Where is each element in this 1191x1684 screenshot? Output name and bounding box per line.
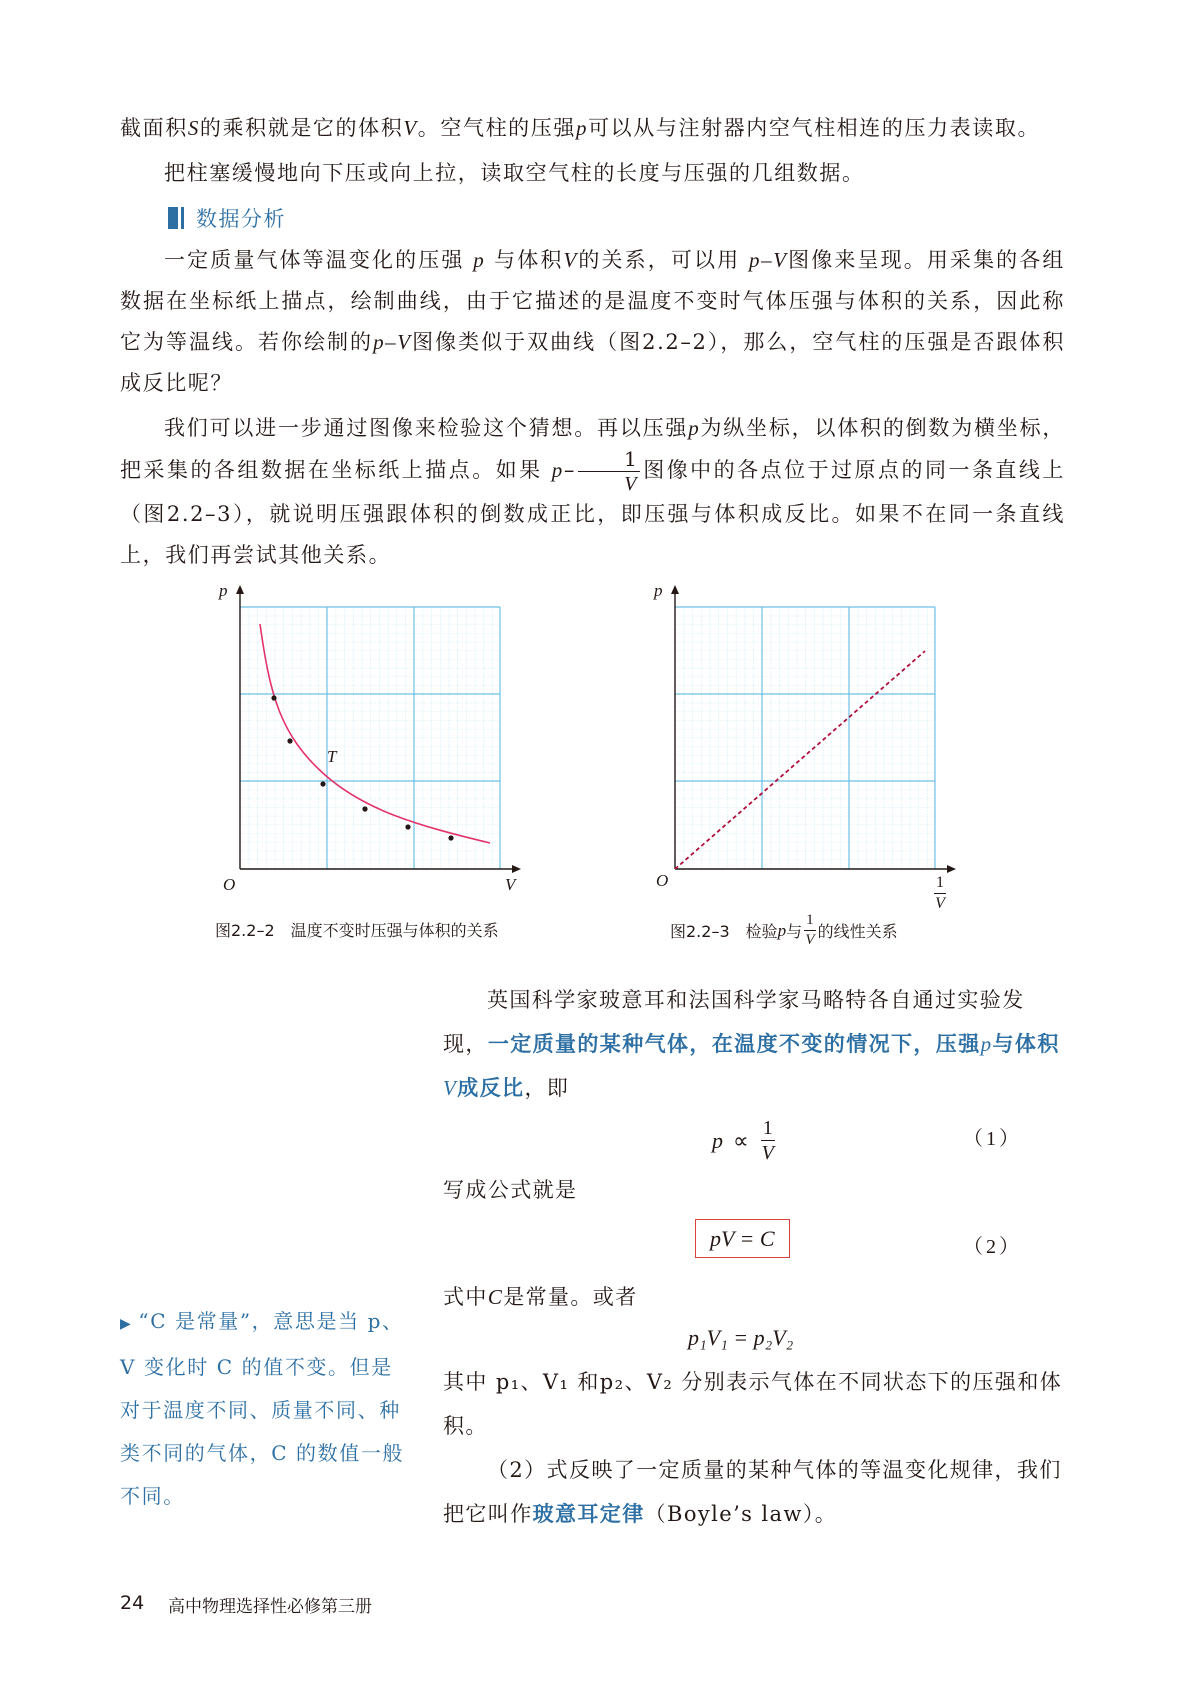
paragraph-formula-intro — [443, 1168, 1065, 1212]
equation-1 — [712, 1118, 777, 1163]
equation-number: （2） — [963, 1236, 1022, 1258]
symbol-v: V — [563, 248, 578, 272]
text: 是常量。或者 — [503, 1285, 638, 1309]
text: 的乘积就是它的体积 — [199, 116, 404, 140]
dash: – — [563, 458, 577, 482]
pv-graph — [215, 585, 545, 915]
data-point — [287, 738, 292, 743]
origin-label: O — [223, 875, 236, 894]
symbol-p: p — [712, 1127, 723, 1153]
data-point — [362, 806, 367, 811]
text: 为纵坐标，以体积的倒数为横坐标，把采集的各组数据在坐标纸上描点。如果 — [120, 416, 1065, 482]
book-title: 高中物理选择性必修第三册 — [168, 1597, 372, 1617]
symbol-p: p — [688, 416, 701, 440]
x-axis-label-fraction — [934, 875, 946, 912]
figure2-caption — [670, 913, 898, 948]
figure-p-inverse-v — [650, 581, 970, 915]
paragraph-boyle-intro — [443, 978, 1065, 1110]
text: 我们可以进一步通过图像来检验这个猜想。再以压强 — [164, 416, 689, 440]
symbol-c: C — [487, 1285, 504, 1309]
equation-3: p₁V₁ = p₂V₂ — [688, 1325, 794, 1350]
text: 的关系，可以用 — [577, 248, 750, 272]
text: 一定质量气体等温变化的压强 — [164, 248, 474, 272]
fraction-numerator: 1 — [934, 875, 946, 894]
text: 图2.2–3 检验 — [670, 922, 778, 941]
y-axis-label: p — [654, 581, 663, 600]
text: 与 — [786, 922, 803, 941]
fraction-1-over-v — [761, 1118, 775, 1163]
text: 截面积 — [120, 116, 188, 140]
paragraph-intro — [120, 108, 1065, 149]
text: 的线性关系 — [817, 922, 898, 941]
text: 图像类似于双曲线（图2.2–2），那么，空气柱的压强是否跟体积成反比呢？ — [120, 330, 1065, 395]
text: 与体积 — [485, 248, 564, 272]
symbol-p: p — [980, 1032, 993, 1056]
text: 。空气柱的压强 — [417, 116, 576, 140]
symbol-v: V — [443, 1076, 458, 1100]
text: （2）式反映了一定质量的某种气体的等温变化规律，我们把它叫作 — [443, 1458, 1062, 1526]
section-heading — [168, 203, 286, 233]
symbol-p: p — [575, 116, 589, 140]
y-axis-label: p — [219, 581, 228, 600]
text: 图像来呈现。用采集的各组数据在坐标纸上描点，绘制曲线，由于它描述的是温度不变时气体压强与体积的关系，因此称它为等温线。若你绘制的 — [120, 248, 1065, 354]
figure1-caption: 图2.2–2 温度不变时压强与体积的关系 — [215, 921, 499, 940]
fraction-numerator: 1 — [578, 449, 640, 472]
paragraph-boyle-law — [443, 1448, 1065, 1536]
curve-label: T — [327, 747, 337, 766]
paragraph-procedure — [120, 153, 1065, 194]
heading-bar-icon — [181, 207, 184, 229]
symbol-p: p — [551, 458, 564, 482]
symbol-pv: p–V — [749, 248, 788, 272]
symbol-v: V — [403, 116, 418, 140]
section-title: 数据分析 — [196, 207, 286, 231]
paragraph-hypothesis — [120, 408, 1065, 576]
proportional-symbol: ∝ — [733, 1127, 749, 1153]
fraction-denominator: V — [935, 895, 945, 912]
symbol-p: p — [777, 920, 787, 940]
symbol-pv: p–V — [373, 330, 412, 354]
fraction-denominator: V — [761, 1142, 774, 1164]
fraction-1-over-v — [804, 913, 816, 948]
data-point — [271, 695, 276, 700]
minor-grid — [675, 607, 935, 869]
law-name: 玻意耳定律 — [532, 1502, 645, 1526]
fraction-numerator: 1 — [804, 913, 816, 931]
symbol-p: p — [473, 248, 486, 272]
paragraph-constant — [443, 1275, 1065, 1319]
text: 图像中的各点位于过原点的同一条直线上（图2.2–3），就说明压强跟体积的倒数成正比，即压强与体积成反比。如果不在同一条直线上，我们再尝试其他关系。 — [120, 458, 1065, 567]
p-inverse-v-graph — [650, 585, 970, 915]
margin-note-text: “C 是常量”，意思是当 p、V 变化时 C 的值不变。但是对于温度不同、质量不同、种类不同的气体，C 的数值一般不同。 — [120, 1309, 405, 1508]
equation-2 — [695, 1226, 790, 1252]
fraction-numerator: 1 — [762, 1117, 773, 1139]
text: 式中 — [443, 1285, 488, 1309]
fraction-denominator: V — [805, 932, 815, 948]
law-statement: 一定质量的某种气体，在温度不变的情况下，压强 — [487, 1032, 981, 1056]
triangle-bullet-icon: ▶ — [120, 1316, 133, 1332]
x-axis-label: V — [505, 875, 516, 894]
text: 英国科学家玻意耳和法国科学家马略特各自通过实验发现， — [443, 988, 1025, 1056]
paragraph-analysis — [120, 240, 1065, 404]
margin-note — [120, 1300, 405, 1518]
data-point — [448, 835, 453, 840]
text: 可以从与注射器内空气柱相连的压力表读取。 — [588, 116, 1041, 140]
fraction-denominator: V — [624, 473, 639, 495]
text: 把柱塞缓慢地向下压或向上拉，读取空气柱的长度与压强的几组数据。 — [164, 161, 865, 185]
minor-grid — [240, 607, 500, 869]
origin-label: O — [656, 871, 669, 890]
paragraph-variables — [443, 1360, 1065, 1448]
text: 其中 p₁、V₁ 和p₂、V₂ 分别表示气体在不同状态下的压强和体积。 — [443, 1370, 1063, 1438]
boxed-formula: pV = C — [695, 1219, 790, 1258]
figure-pv-isotherm — [215, 581, 545, 915]
data-point — [405, 824, 410, 829]
text: 写成公式就是 — [443, 1178, 578, 1202]
text: ，即 — [524, 1076, 570, 1100]
heading-bar-icon — [168, 207, 178, 229]
fraction-1-over-v — [578, 449, 640, 494]
law-statement: 与体积 — [992, 1032, 1060, 1056]
symbol-s: S — [187, 116, 200, 140]
data-point — [320, 781, 325, 786]
text: （Boyle’s law）。 — [644, 1502, 838, 1526]
law-statement: 成反比 — [457, 1076, 525, 1100]
equation-number: （1） — [963, 1128, 1022, 1150]
page-number: 24 — [120, 1592, 145, 1614]
